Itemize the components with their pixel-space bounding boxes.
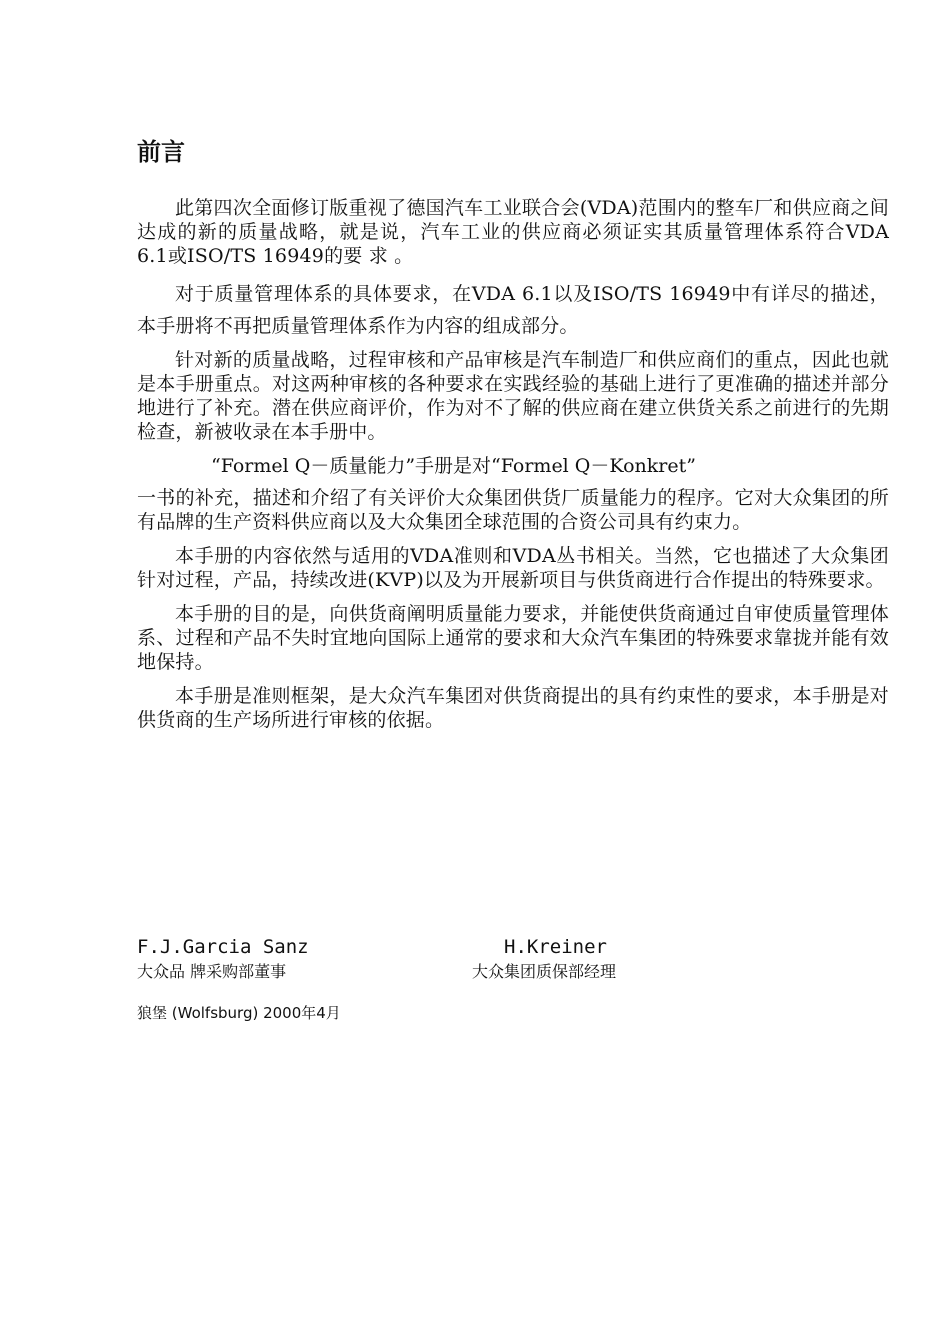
signatory-name: H.Kreiner [504, 936, 607, 958]
signature-block [137, 934, 837, 994]
signature-right [472, 934, 616, 984]
paragraph-6: 本手册的目的是，向供货商阐明质量能力要求，并能使供货商通过自审使质量管理体系、过程和产品不失时宜地向国际上通常的要求和大众汽车集团的特殊要求靠拢并能有效地保持。 [137, 603, 889, 673]
paragraph-2: 对于质量管理体系的具体要求，在VDA 6.1以及ISO/TS 16949中有详尽的描述，本手册将不再把质量管理体系作为内容的组成部分。 [137, 283, 889, 337]
preface-body [137, 196, 889, 742]
page-title: 前言 [137, 138, 185, 166]
place-date: 狼堡 (Wolfsburg) 2000年4月 [137, 1004, 341, 1022]
signature-left [137, 934, 309, 984]
paragraph-4-continued: 一书的补充，描述和介绍了有关评价大众集团供货厂质量能力的程序。它对大众集团的所有品牌的生产资料供应商以及大众集团全球范围的合资公司具有约束力。 [137, 487, 889, 533]
paragraph-5: 本手册的内容依然与适用的VDA准则和VDA丛书相关。当然，它也描述了大众集团针对过程，产品，持续改进(KVP)以及为开展新项目与供货商进行合作提出的特殊要求。 [137, 545, 889, 591]
signatory-title: 大众品 牌采购部董事 [137, 962, 287, 981]
paragraph-7: 本手册是准则框架，是大众汽车集团对供货商提出的具有约束性的要求，本手册是对供货商的生产场所进行审核的依据。 [137, 685, 889, 731]
paragraph-4-lead: “Formel Q－质量能力”手册是对“Formel Q－Konkret” [211, 455, 696, 477]
paragraph-3: 针对新的质量战略，过程审核和产品审核是汽车制造厂和供应商们的重点，因此也就是本手册重点。对这两种审核的各种要求在实践经验的基础上进行了更准确的描述并部分地进行了补充。潜在供应商评价，作为对不了解的供应商在建立供货关系之前进行的先期检查，新被收录在本手册中。 [137, 349, 889, 443]
signatory-title: 大众集团质保部经理 [472, 962, 617, 981]
signatory-name: F.J.Garcia Sanz [137, 936, 309, 958]
paragraph-1: 此第四次全面修订版重视了德国汽车工业联合会(VDA)范围内的整车厂和供应商之间达成的新的质量战略，就是说，汽车工业的供应商必须证实其质量管理体系符合VDA 6.1或ISO/TS 16949的要 求 。 [137, 197, 889, 267]
